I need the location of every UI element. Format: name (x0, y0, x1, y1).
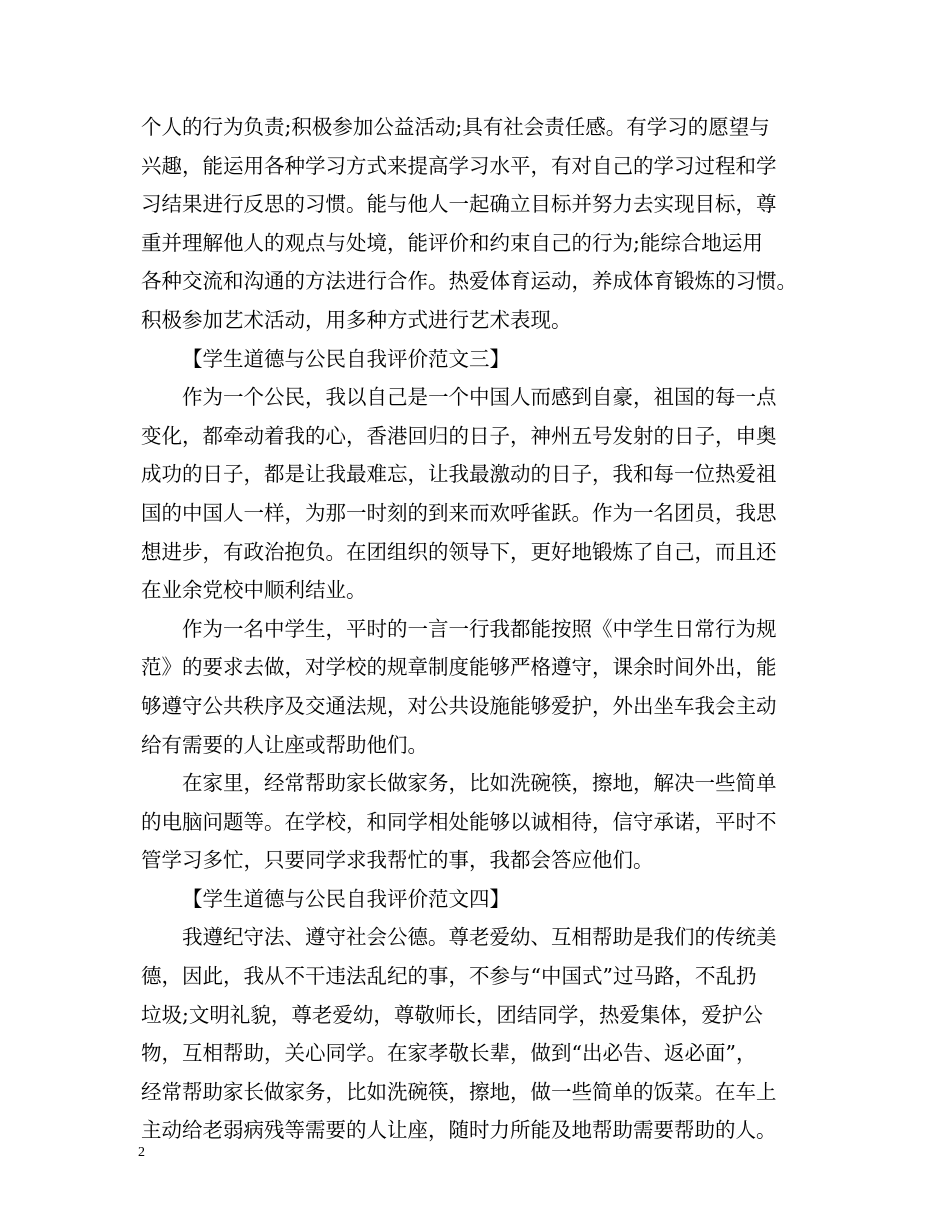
text-line: 作为一个公民，我以自己是一个中国人而感到自豪，祖国的每一点 (182, 385, 777, 410)
text-line: 给有需要的人让座或帮助他们。 (141, 732, 428, 757)
text-line: 够遵守公共秩序及交通法规，对公共设施能够爱护，外出坐车我会主动 (141, 693, 777, 718)
text-line: 在业余党校中顺利结业。 (141, 578, 367, 603)
text-line: 国的中国人一样，为那一时刻的到来而欢呼雀跃。作为一名团员，我思 (141, 500, 777, 525)
text-line: 重并理解他人的观点与处境，能评价和约束自己的行为;能综合地运用 (141, 230, 763, 255)
text-line: 在家里，经常帮助家长做家务，比如洗碗筷，擦地，解决一些简单 (182, 771, 777, 796)
text-line: 各种交流和沟通的方法进行合作。热爱体育运动，养成体育锻炼的习惯。 (141, 269, 797, 294)
section-heading: 【学生道德与公民自我评价范文三】 (182, 346, 510, 371)
text-line: 我遵纪守法、遵守社会公德。尊老爱幼、互相帮助是我们的传统美 (182, 925, 777, 950)
text-line: 管学习多忙，只要同学求我帮忙的事，我都会答应他们。 (141, 848, 654, 873)
text-line: 成功的日子，都是让我最难忘，让我最激动的日子，我和每一位热爱祖 (141, 462, 777, 487)
text-line: 主动给老弱病残等需要的人让座，随时力所能及地帮助需要帮助的人。 (141, 1118, 777, 1143)
text-line: 作为一名中学生，平时的一言一行我都能按照《中学生日常行为规 (182, 616, 777, 641)
section-heading: 【学生道德与公民自我评价范文四】 (182, 886, 510, 911)
text-line: 范》的要求去做，对学校的规章制度能够严格遵守，课余时间外出，能 (141, 655, 777, 680)
text-line: 的电脑问题等。在学校，和同学相处能够以诚相待，信守承诺，平时不 (141, 809, 777, 834)
text-line: 经常帮助家长做家务，比如洗碗筷，擦地，做一些简单的饭菜。在车上 (141, 1079, 777, 1104)
text-line: 物，互相帮助，关心同学。在家孝敬长辈，做到“出必告、返必面”， (141, 1041, 757, 1066)
text-line: 习结果进行反思的习惯。能与他人一起确立目标并努力去实现目标，尊 (141, 192, 777, 217)
text-line: 积极参加艺术活动，用多种方式进行艺术表现。 (141, 307, 572, 332)
document-body (141, 108, 841, 1150)
text-line: 变化，都牵动着我的心，香港回归的日子，神州五号发射的日子，申奥 (141, 423, 777, 448)
text-line: 个人的行为负责;积极参加公益活动;具有社会责任感。有学习的愿望与 (141, 115, 770, 139)
text-line: 想进步，有政治抱负。在团组织的领导下，更好地锻炼了自己，而且还 (141, 539, 777, 564)
text-line: 德，因此，我从不干违法乱纪的事，不参与“中国式”过马路，不乱扔 (141, 964, 757, 989)
text-line: 垃圾;文明礼貌，尊老爱幼，尊敬师长，团结同学，热爱集体，爱护公 (141, 1002, 763, 1027)
text-line: 兴趣，能运用各种学习方式来提高学习水平，有对自己的学习过程和学 (141, 153, 777, 178)
page-number: 2 (138, 1145, 145, 1160)
